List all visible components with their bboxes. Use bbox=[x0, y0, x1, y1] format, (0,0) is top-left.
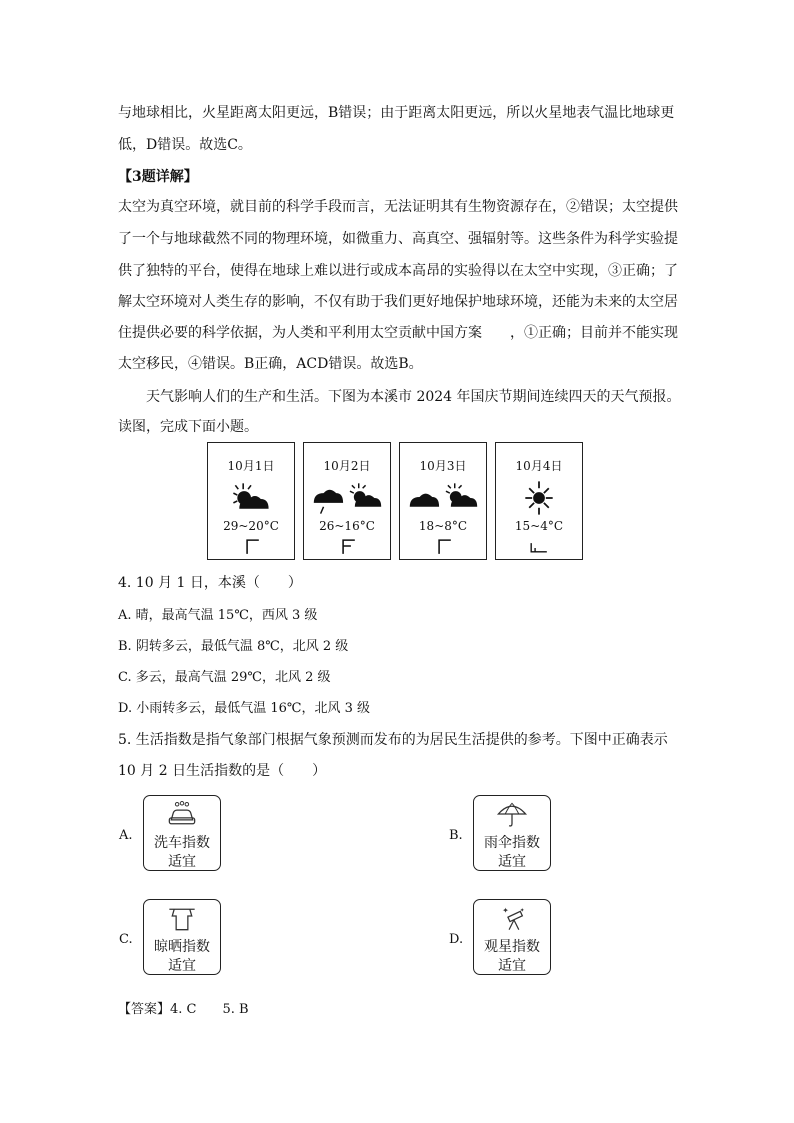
answer-line bbox=[118, 998, 249, 1017]
paragraph-line: 供了独特的平台，使得在地球上难以进行或成本高昂的实验得以在太空中实现，③正确；了 bbox=[118, 263, 678, 279]
svg-text:✦: ✦ bbox=[502, 906, 509, 916]
paragraph-line: 住提供必要的科学依据，为人类和平利用太空贡献中国方案 ，①正确；目前并不能实现 bbox=[118, 325, 678, 341]
rain-to-cloudy-icon bbox=[304, 479, 390, 517]
wind-barb-icon bbox=[400, 537, 486, 555]
forecast-date: 10月3日 bbox=[419, 459, 467, 473]
answer-label: 【答案】 bbox=[118, 1002, 171, 1017]
paragraph-line: 太空移民，④错误。B正确，ACD错误。故选B。 bbox=[118, 356, 423, 372]
q5-option-letter: A. bbox=[119, 828, 133, 843]
q5-option-level: 适宜 bbox=[168, 854, 196, 870]
q5-option-level: 适宜 bbox=[498, 854, 526, 870]
answer-text: 4. C 5. B bbox=[170, 1002, 249, 1017]
question-4-stem: 4. 10 月 1 日，本溪（ ） bbox=[118, 575, 302, 591]
q5-option-c-card[interactable] bbox=[143, 899, 221, 975]
q5-option-name: 晾晒指数 bbox=[154, 939, 210, 955]
forecast-date: 10月2日 bbox=[323, 459, 371, 473]
intro-line: 天气影响人们的生产和生活。下图为本溪市 2024 年国庆节期间连续四天的天气预报。 bbox=[146, 389, 681, 405]
sun-icon bbox=[496, 479, 582, 517]
sun-behind-cloud-icon bbox=[208, 479, 294, 517]
question-5-stem: 5. 生活指数是指气象部门根据气象预测而发布的为居民生活提供的参考。下图中正确表示 bbox=[118, 732, 668, 748]
q5-option-letter: C. bbox=[119, 932, 133, 947]
q5-option-level: 适宜 bbox=[168, 958, 196, 974]
q4-option-a[interactable]: A. 晴，最高气温 15℃，西风 3 级 bbox=[118, 608, 318, 623]
paragraph-line: 了一个与地球截然不同的物理环境，如微重力、高真空、强辐射等。这些条件为科学实验提 bbox=[118, 231, 678, 247]
paragraph-line: 低，D错误。故选C。 bbox=[118, 137, 252, 153]
forecast-card-day2 bbox=[303, 442, 391, 560]
intro-line: 读图，完成下面小题。 bbox=[118, 419, 258, 435]
wind-barb-icon bbox=[304, 537, 390, 555]
wind-barb-icon bbox=[208, 537, 294, 555]
paragraph-line: 太空为真空环境，就目前的科学手段而言，无法证明其有生物资源存在，②错误；太空提供 bbox=[118, 199, 678, 215]
q5-option-a-card[interactable] bbox=[143, 795, 221, 871]
section-heading: 【3题详解】 bbox=[118, 169, 198, 185]
q5-option-b-card[interactable] bbox=[473, 795, 551, 871]
paragraph-line: 解太空环境对人类生存的影响，不仅有助于我们更好地保护地球环境，还能为未来的太空居 bbox=[118, 294, 678, 310]
paragraph-line: 与地球相比，火星距离太阳更远，B错误；由于距离太阳更远，所以火星地表气温比地球更 bbox=[118, 105, 675, 121]
q5-option-name: 洗车指数 bbox=[154, 835, 210, 851]
telescope-icon bbox=[474, 904, 550, 932]
q5-option-d-card[interactable] bbox=[473, 899, 551, 975]
q5-option-level: 适宜 bbox=[498, 958, 526, 974]
q5-option-name: 雨伞指数 bbox=[484, 835, 540, 851]
wind-barb-icon bbox=[496, 537, 582, 555]
forecast-date: 10月4日 bbox=[515, 459, 563, 473]
forecast-temp: 26~16°C bbox=[319, 519, 375, 533]
q5-option-letter: B. bbox=[449, 828, 463, 843]
q5-option-letter: D. bbox=[449, 932, 464, 947]
forecast-temp: 18~8°C bbox=[418, 519, 468, 533]
svg-text:✦: ✦ bbox=[519, 908, 525, 915]
q4-option-b[interactable]: B. 阴转多云，最低气温 8℃，北风 2 级 bbox=[118, 639, 349, 654]
forecast-card-day4 bbox=[495, 442, 583, 560]
q5-option-name: 观星指数 bbox=[484, 939, 540, 955]
forecast-date: 10月1日 bbox=[227, 459, 275, 473]
forecast-card-day1 bbox=[207, 442, 295, 560]
q4-option-d[interactable]: D. 小雨转多云，最低气温 16℃，北风 3 级 bbox=[118, 701, 370, 716]
overcast-to-cloudy-icon bbox=[400, 479, 486, 517]
forecast-card-day3 bbox=[399, 442, 487, 560]
q4-option-c[interactable]: C. 多云，最高气温 29℃，北风 2 级 bbox=[118, 670, 331, 685]
umbrella-icon bbox=[474, 800, 550, 828]
question-5-stem: 10 月 2 日生活指数的是（ ） bbox=[118, 763, 327, 779]
clothes-drying-icon bbox=[144, 904, 220, 932]
car-icon bbox=[144, 800, 220, 828]
forecast-temp: 15~4°C bbox=[514, 519, 564, 533]
forecast-temp: 29~20°C bbox=[223, 519, 279, 533]
